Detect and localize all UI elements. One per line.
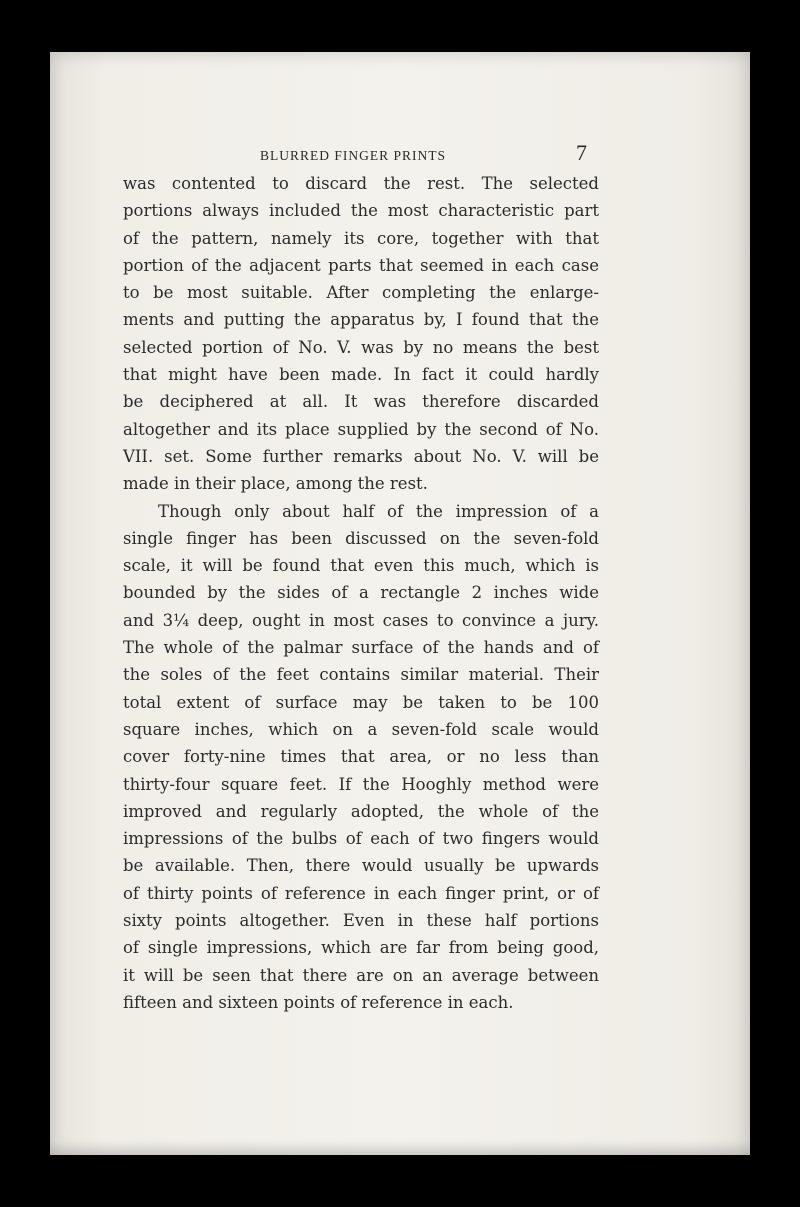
text-line: made in their place, among the rest.: [123, 474, 428, 494]
text-line: ments and putting the apparatus by, I found that the: [123, 310, 599, 330]
text-line: Though only about half of the impression of a: [158, 501, 599, 521]
paragraph: [123, 498, 599, 1017]
page-number: 7: [576, 140, 587, 165]
text-line: to be most suitable. After completing the enlarge-: [123, 283, 599, 303]
text-line: improved and regularly adopted, the whole of the: [123, 801, 599, 821]
text-line: was contented to discard the rest. The selected: [123, 174, 599, 193]
text-line: the soles of the feet contains similar material. Their: [123, 665, 599, 685]
text-line: be available. Then, there would usually be upwards: [123, 856, 599, 876]
book-page: [50, 52, 750, 1155]
text-line: be deciphered at all. It was therefore discarded: [123, 392, 599, 412]
page-edge-shadow: [50, 1141, 750, 1155]
text-line: scale, it will be found that even this much, which is: [123, 556, 599, 576]
text-line: altogether and its place supplied by the second of No.: [123, 419, 599, 439]
body-text: [123, 170, 599, 1016]
text-line: selected portion of No. V. was by no means the best: [123, 337, 599, 357]
text-line: of thirty points of reference in each finger print, or of: [123, 883, 599, 903]
page-header: [50, 140, 750, 170]
text-line: thirty-four square feet. If the Hooghly method were: [123, 774, 599, 794]
text-line: portion of the adjacent parts that seemed in each case: [123, 255, 599, 275]
text-line: fifteen and sixteen points of reference in each.: [123, 992, 514, 1012]
text-line: cover forty-nine times that area, or no less than: [123, 747, 599, 767]
running-head: BLURRED FINGER PRINTS: [260, 148, 447, 163]
text-line: and 3¼ deep, ought in most cases to convince a jury.: [123, 610, 599, 630]
text-line: single finger has been discussed on the seven-fold: [123, 528, 599, 548]
text-line: portions always included the most characteristic part: [123, 201, 599, 221]
text-line: The whole of the palmar surface of the hands and of: [123, 638, 599, 658]
paragraph: [123, 170, 599, 498]
text-line: of single impressions, which are far from being good,: [123, 938, 599, 958]
text-line: impressions of the bulbs of each of two fingers would: [123, 829, 599, 849]
text-line: it will be seen that there are on an average between: [123, 965, 599, 985]
text-line: bounded by the sides of a rectangle 2 inches wide: [123, 583, 599, 603]
text-line: square inches, which on a seven-fold scale would: [123, 719, 599, 739]
text-line: total extent of surface may be taken to be 100: [123, 692, 599, 712]
text-line: that might have been made. In fact it could hardly: [123, 365, 599, 385]
text-line: of the pattern, namely its core, together with that: [123, 228, 599, 248]
text-line: sixty points altogether. Even in these half portions: [123, 911, 599, 931]
text-line: VII. set. Some further remarks about No. V. will be: [123, 446, 599, 466]
